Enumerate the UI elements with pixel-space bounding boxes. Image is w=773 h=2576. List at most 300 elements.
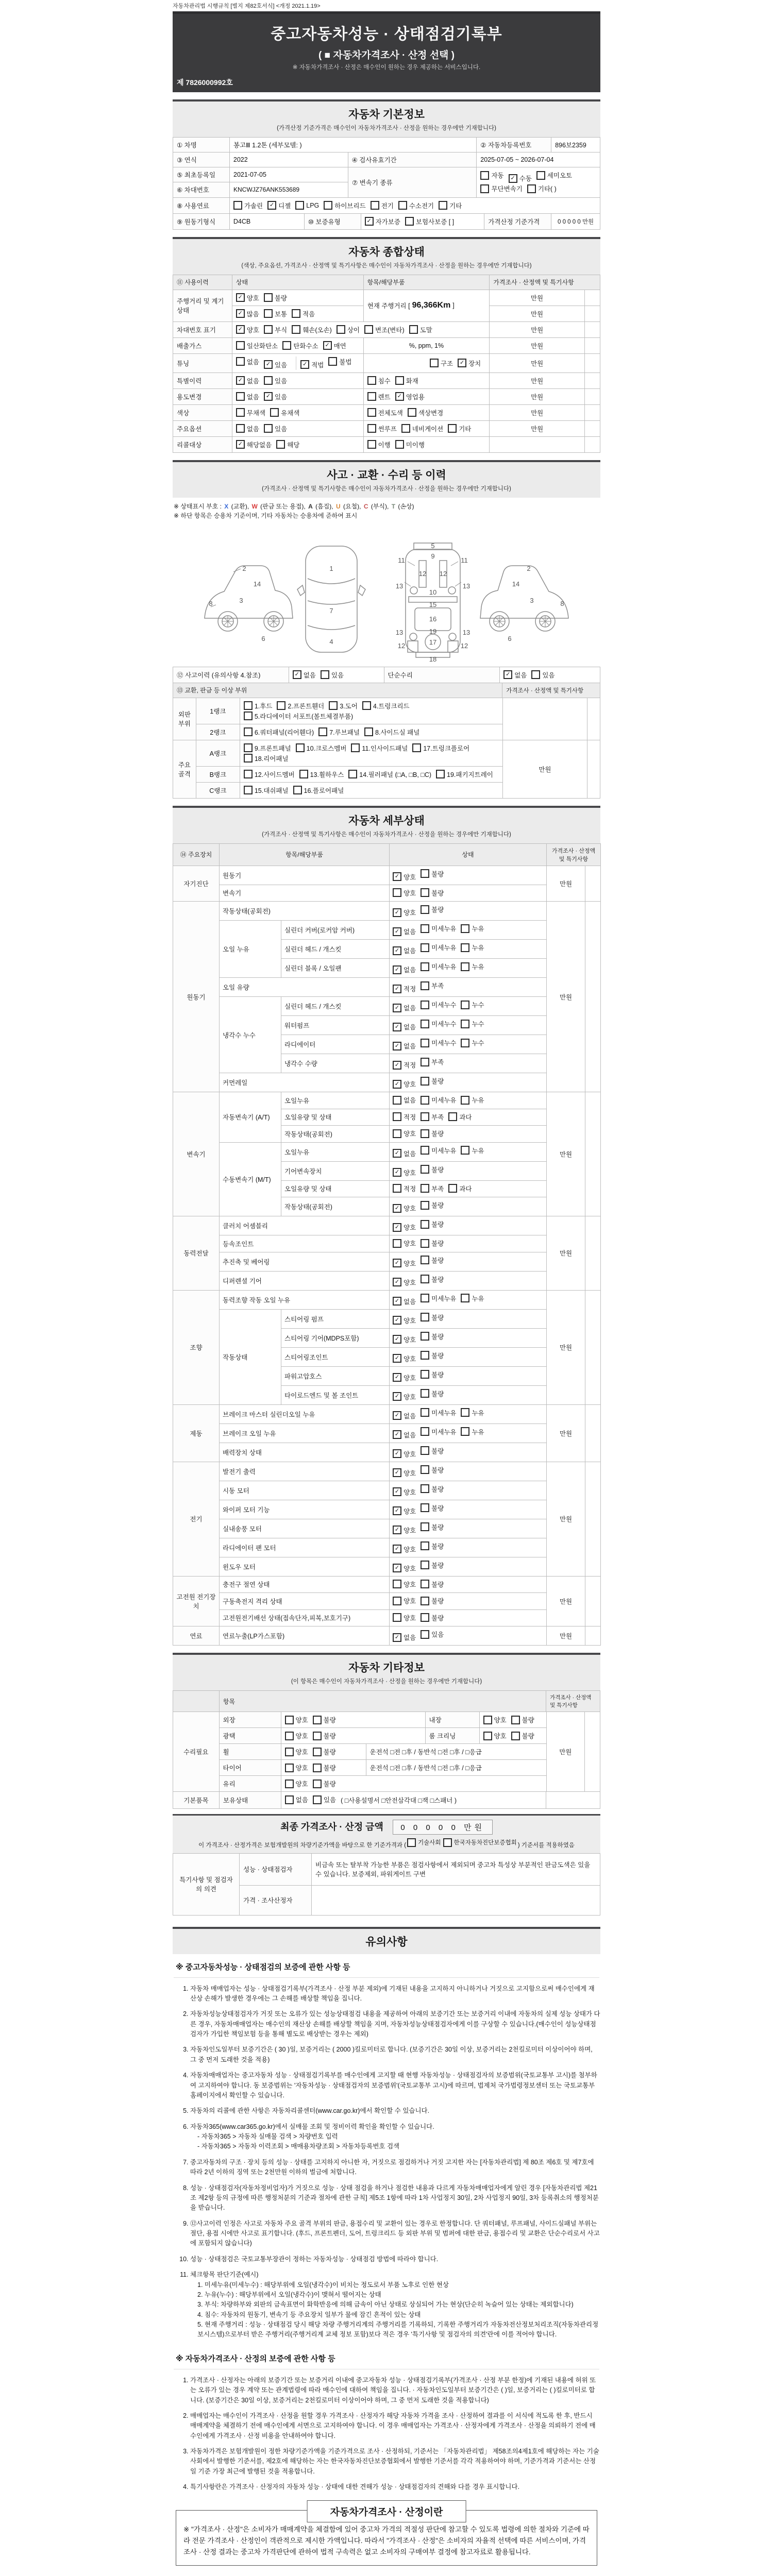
checkbox[interactable] — [461, 1020, 469, 1028]
checkbox[interactable] — [421, 1522, 429, 1531]
checkbox-label: 미이행 — [406, 441, 425, 449]
checkbox[interactable]: ✓ — [393, 1506, 401, 1515]
checkbox[interactable] — [421, 1001, 429, 1009]
checkbox-label: 미세누유 — [431, 1097, 457, 1104]
checkbox[interactable]: ✓ — [393, 965, 401, 974]
checkbox[interactable]: ✓ — [300, 360, 309, 369]
checkbox[interactable] — [367, 408, 376, 417]
checkbox[interactable] — [421, 1389, 429, 1398]
checkbox-option — [393, 946, 416, 955]
checkbox[interactable]: ✓ — [395, 392, 404, 401]
checkbox[interactable] — [480, 171, 489, 180]
checkbox[interactable] — [264, 293, 273, 302]
checkbox[interactable] — [285, 1716, 294, 1724]
checkbox-option — [439, 201, 462, 210]
checkbox[interactable] — [393, 888, 401, 897]
model-year: 2022 — [230, 152, 348, 167]
field-label: ③ 연식 — [173, 152, 230, 167]
checkbox[interactable] — [461, 1039, 469, 1047]
checkbox[interactable]: ✓ — [393, 1080, 401, 1089]
checkbox[interactable] — [324, 201, 332, 210]
price-cell: 만원 — [547, 1462, 585, 1576]
checkbox[interactable] — [270, 408, 279, 417]
checkbox[interactable] — [393, 1184, 401, 1193]
row-label: 주요옵션 — [173, 421, 232, 437]
checkbox[interactable] — [285, 1748, 294, 1756]
checkbox[interactable] — [371, 201, 379, 210]
table-header-row — [173, 275, 600, 290]
checkbox-option — [511, 1731, 534, 1740]
checkbox[interactable] — [421, 1484, 429, 1493]
checkbox[interactable]: ✓ — [393, 1168, 401, 1177]
checkbox-option — [408, 408, 443, 417]
checkbox[interactable] — [421, 981, 429, 990]
tuning-status — [232, 354, 364, 373]
checkbox[interactable] — [348, 770, 357, 778]
checkbox-label: 양호 — [246, 326, 260, 334]
checkbox[interactable]: ✓ — [393, 1278, 401, 1286]
checkbox[interactable] — [421, 1370, 429, 1379]
checkbox[interactable] — [421, 943, 429, 952]
checkbox[interactable] — [421, 1184, 429, 1193]
checkbox[interactable]: ✓ — [393, 1223, 401, 1232]
checkbox[interactable]: ✓ — [503, 670, 512, 679]
checkbox[interactable] — [421, 869, 429, 878]
checkbox[interactable] — [461, 943, 469, 952]
checkbox[interactable]: ✓ — [393, 1449, 401, 1458]
checkbox[interactable] — [244, 727, 253, 736]
checkbox[interactable] — [421, 1351, 429, 1360]
checkbox-label: 없음 — [404, 1412, 416, 1420]
checkbox[interactable] — [236, 357, 245, 366]
checkbox-label: 부족 — [431, 982, 444, 990]
row-label: 타이어 — [220, 1760, 281, 1776]
checkbox[interactable] — [421, 1408, 429, 1417]
checkbox[interactable] — [421, 1427, 429, 1436]
checkbox[interactable]: ✓ — [236, 376, 245, 385]
checkbox-label: 양호 — [404, 1279, 416, 1286]
price-cell: 만원 — [490, 338, 585, 354]
checkbox[interactable] — [531, 670, 540, 679]
checkbox-option — [421, 1019, 456, 1028]
checkbox[interactable] — [367, 440, 376, 449]
checkbox-option — [393, 965, 416, 974]
checkbox[interactable] — [293, 786, 302, 794]
checkbox-label: 전기 — [381, 202, 394, 210]
checkbox[interactable] — [421, 1112, 429, 1121]
detail-row — [173, 1481, 601, 1500]
checkbox[interactable] — [328, 357, 337, 366]
checkbox[interactable] — [364, 727, 373, 736]
checkbox[interactable] — [296, 743, 305, 752]
checkbox[interactable] — [285, 1780, 294, 1788]
checkbox[interactable] — [448, 1184, 457, 1193]
checkbox[interactable] — [421, 1039, 429, 1047]
checkbox-option — [393, 1041, 416, 1050]
checkbox[interactable] — [421, 1220, 429, 1229]
notice-item: 2. 자동차성능상태점검자가 거짓 또는 오류가 있는 성능상태점검 내용을 제공하여 아래의 보증기간 또는 보증거리 이내에 자동차의 실제 성능 상태가 다른 경우, 자동차매매업자는 매수인의 재산상 손해를 배상할 책임을 지며, 자동차성능상태점검자에게 이를 구상할 수 있습니다.(매수인이 성능상태점검자가 가입한 책임보험 등을 통해 별도로 배상받는 경우는 제외) — [190, 2009, 600, 2039]
checkbox[interactable] — [421, 1165, 429, 1174]
checkbox[interactable] — [313, 1764, 322, 1772]
checkbox[interactable] — [421, 1313, 429, 1321]
document-note: ※ 자동차가격조사 · 산정은 매수인이 원하는 경우 제공하는 서비스입니다. — [292, 64, 481, 71]
checkbox[interactable]: ✓ — [393, 1149, 401, 1158]
checkbox[interactable]: ✓ — [393, 872, 401, 881]
checkbox-label: 없음 — [404, 1005, 416, 1012]
checkbox[interactable] — [448, 424, 457, 433]
emission-values: %, ppm, 1% — [364, 338, 490, 354]
checkbox[interactable] — [398, 201, 407, 210]
checkbox-option — [313, 1747, 336, 1756]
checkbox[interactable] — [421, 1129, 429, 1138]
checkbox-option — [328, 357, 351, 366]
checkbox[interactable]: ✓ — [458, 359, 466, 367]
basic-items-row — [173, 1792, 600, 1809]
checkbox[interactable] — [364, 325, 373, 334]
checkbox-option — [293, 670, 316, 680]
checkbox[interactable]: ✓ — [509, 174, 517, 183]
checkbox[interactable]: ✓ — [393, 1061, 401, 1070]
svg-text:2: 2 — [527, 564, 531, 572]
item-sublabel: 오일유량 및 상태 — [281, 1109, 390, 1126]
detail-row — [173, 1073, 601, 1092]
checkbox[interactable] — [362, 701, 371, 710]
checkbox[interactable] — [244, 754, 253, 762]
item-label: 커먼레일 — [220, 1073, 390, 1092]
checkbox[interactable]: ✓ — [393, 1487, 401, 1496]
checkbox[interactable]: ✓ — [393, 1564, 401, 1572]
checkbox[interactable]: ✓ — [393, 1354, 401, 1363]
checkbox[interactable]: ✓ — [393, 927, 401, 936]
checkbox[interactable] — [439, 201, 447, 210]
document-number: 제 7826000992호 — [177, 78, 233, 87]
checkbox[interactable] — [313, 1780, 322, 1788]
row-label: 튜닝 — [173, 354, 232, 373]
checkbox-option — [436, 770, 493, 779]
checkbox-label: 양호 — [404, 1507, 416, 1515]
checkbox[interactable] — [511, 1716, 520, 1724]
checkbox[interactable] — [421, 1541, 429, 1550]
checkbox-option — [421, 1313, 444, 1322]
checkbox[interactable]: ✓ — [393, 1392, 401, 1401]
checkbox[interactable]: ✓ — [393, 1411, 401, 1420]
checkbox[interactable] — [421, 1058, 429, 1066]
checkbox[interactable]: ✓ — [393, 1042, 401, 1050]
checkbox[interactable] — [421, 1294, 429, 1302]
checkbox[interactable] — [367, 376, 376, 385]
checkbox[interactable]: ✓ — [323, 341, 332, 350]
checkbox[interactable] — [285, 1764, 294, 1772]
status-symbol-legend: ※ 상태표시 부호 : X (교환), W (판금 또는 용접), A (흠집), U (요철), C (부식), T (손상) — [174, 502, 414, 510]
checkbox[interactable] — [421, 1580, 429, 1588]
price-cell: 만원 — [547, 1092, 585, 1216]
checkbox[interactable]: ✓ — [393, 1259, 401, 1267]
vin-value: KNCWJZ76ANK553689 — [230, 182, 348, 197]
field-label: ⑤ 최초등록일 — [173, 167, 230, 182]
checkbox-label: 불량 — [431, 1166, 444, 1174]
options-row — [173, 421, 600, 437]
checkbox[interactable] — [244, 786, 253, 794]
checkbox[interactable] — [393, 1580, 401, 1588]
document-title: 중고자동차성능 · 상태점검기록부 — [271, 26, 502, 43]
checkbox[interactable] — [264, 309, 273, 318]
checkbox[interactable] — [461, 1146, 469, 1155]
checkbox-option — [458, 359, 481, 368]
section-heading: 유의사항 — [365, 1936, 408, 1948]
checkbox[interactable] — [367, 392, 376, 401]
checkbox[interactable] — [405, 217, 414, 226]
checkbox[interactable] — [421, 1146, 429, 1155]
checkbox-label: 미세누유 — [431, 1147, 457, 1155]
checkbox[interactable] — [264, 424, 273, 433]
checkbox-option — [421, 1000, 456, 1009]
checkbox[interactable] — [421, 1256, 429, 1264]
checkbox[interactable] — [421, 1275, 429, 1283]
checkbox[interactable] — [285, 1732, 294, 1740]
checkbox-label: 미세누유 — [431, 1409, 457, 1417]
checkbox[interactable] — [448, 1112, 457, 1121]
checkbox[interactable] — [461, 1096, 469, 1105]
checkbox[interactable] — [351, 743, 360, 752]
info-box-title: 자동차가격조사 · 산정이란 — [307, 2500, 466, 2522]
checkbox[interactable]: ✓ — [236, 440, 245, 449]
checkbox[interactable] — [430, 359, 439, 367]
item-sublabel: 실린더 커버(로커암 커버) — [281, 921, 390, 940]
checkbox[interactable] — [244, 743, 253, 752]
checkbox[interactable] — [393, 1239, 401, 1248]
checkbox-label: 불량 — [323, 1765, 336, 1772]
svg-text:13: 13 — [395, 628, 404, 636]
checkbox[interactable] — [421, 1077, 429, 1086]
checkbox-label: 8.사이드실 패널 — [375, 728, 420, 736]
checkbox-label: 훼손(오손) — [303, 326, 332, 334]
checkbox-label: 3.도어 — [340, 702, 358, 710]
checkbox-label: 양호 — [404, 1336, 416, 1344]
checkbox-label: 누유 — [472, 1147, 484, 1155]
detail-row — [173, 1538, 601, 1557]
status-cell — [390, 1054, 547, 1073]
checkbox[interactable]: ✓ — [393, 985, 401, 993]
checkbox[interactable] — [367, 424, 376, 433]
checkbox-option — [393, 1564, 416, 1573]
checkbox[interactable] — [421, 888, 429, 897]
checkbox[interactable] — [264, 325, 273, 334]
checkbox-label: 적정 — [404, 1113, 416, 1121]
checkbox[interactable] — [483, 1716, 492, 1724]
checkbox-option — [461, 943, 484, 952]
checkbox[interactable]: ✓ — [393, 946, 401, 955]
checkbox[interactable] — [318, 727, 327, 736]
notice-title-1: ※ 중고자동차성능 · 상태점검의 보증에 관한 사항 등 — [174, 1954, 599, 1978]
checkbox[interactable] — [337, 325, 345, 334]
checkbox[interactable] — [313, 1795, 322, 1804]
checkbox-option — [421, 1503, 444, 1513]
checkbox[interactable]: ✓ — [393, 1023, 401, 1031]
checkbox[interactable]: ✓ — [267, 201, 276, 210]
status-cell — [390, 1519, 547, 1538]
checkbox[interactable] — [443, 1838, 452, 1847]
checkbox[interactable]: ✓ — [393, 1297, 401, 1306]
checkbox[interactable] — [313, 1716, 322, 1724]
checkbox-option — [393, 1297, 416, 1306]
checkbox[interactable] — [321, 670, 329, 679]
status-symbol: W — [251, 502, 258, 510]
checkbox-option — [421, 1057, 444, 1066]
checkbox[interactable] — [421, 1465, 429, 1474]
checkbox[interactable]: ✓ — [236, 325, 245, 334]
checkbox[interactable] — [236, 424, 245, 433]
checkbox[interactable] — [421, 1239, 429, 1248]
checkbox[interactable]: ✓ — [393, 1004, 401, 1012]
checkbox[interactable] — [536, 171, 545, 180]
checkbox[interactable]: ✓ — [236, 309, 245, 318]
checkbox[interactable] — [409, 325, 418, 334]
checkbox[interactable] — [461, 1001, 469, 1009]
checkbox[interactable] — [421, 1630, 429, 1639]
checkbox-option — [393, 1022, 416, 1031]
checkbox[interactable] — [276, 440, 285, 449]
checkbox[interactable]: ✓ — [264, 360, 273, 369]
notes-cell — [585, 437, 600, 453]
section-subheading: (색상, 주요옵션, 가격조사 · 산정액 및 특기사항은 매수인이 자동차가격조사 · 산정을 원하는 경우에만 기재합니다) — [241, 262, 532, 269]
checkbox-label: 불량 — [431, 870, 444, 878]
checkbox[interactable]: ✓ — [393, 1373, 401, 1382]
field-label: ⑥ 차대번호 — [173, 182, 230, 197]
checkbox[interactable] — [393, 1129, 401, 1138]
checkbox[interactable] — [461, 1408, 469, 1417]
checkbox-label: 미세누유 — [431, 963, 457, 971]
col-header: ⑬ 교환, 판금 등 이상 부위 — [173, 683, 502, 698]
checkbox[interactable] — [393, 1112, 401, 1121]
checkbox[interactable] — [395, 376, 404, 385]
checkbox[interactable]: ✓ — [365, 217, 374, 226]
notes-cell — [585, 1290, 601, 1404]
checkbox[interactable] — [244, 701, 253, 710]
checkbox-label: 누유 — [472, 1428, 484, 1436]
checkbox[interactable] — [393, 1096, 401, 1105]
checkbox[interactable] — [282, 341, 291, 350]
checkbox[interactable] — [421, 905, 429, 914]
checkbox[interactable] — [407, 1838, 416, 1847]
checkbox[interactable] — [421, 1020, 429, 1028]
checkbox[interactable] — [236, 408, 245, 417]
simple-repair-status — [500, 667, 600, 683]
checkbox[interactable] — [461, 1294, 469, 1302]
checkbox[interactable] — [244, 770, 253, 778]
checkbox[interactable] — [285, 1795, 294, 1804]
checkbox[interactable] — [421, 1597, 429, 1605]
checkbox[interactable] — [233, 201, 242, 210]
detail-row — [173, 1216, 601, 1235]
checkbox[interactable] — [299, 770, 308, 778]
checkbox[interactable]: ✓ — [393, 1633, 401, 1642]
section-heading: 자동차 기본정보 — [348, 109, 425, 121]
checkbox-label: 불량 — [431, 1614, 444, 1622]
rankC-parts — [240, 783, 503, 799]
checkbox[interactable]: ✓ — [393, 1545, 401, 1553]
svg-text:14: 14 — [253, 580, 261, 588]
checkbox[interactable] — [277, 701, 285, 710]
price-cell: 만원 — [547, 866, 585, 902]
checkbox[interactable]: ✓ — [393, 1204, 401, 1213]
checkbox[interactable] — [421, 962, 429, 971]
checkbox[interactable] — [421, 924, 429, 933]
checkbox[interactable] — [408, 408, 416, 417]
checkbox[interactable]: ✓ — [393, 1335, 401, 1344]
checkbox-option — [393, 927, 416, 936]
checkbox[interactable] — [236, 341, 245, 350]
notes-cell — [585, 1462, 601, 1576]
svg-text:4: 4 — [329, 637, 333, 646]
checkbox[interactable]: ✓ — [393, 1468, 401, 1477]
checkbox[interactable] — [483, 1732, 492, 1740]
checkbox[interactable] — [421, 1332, 429, 1341]
checkbox[interactable] — [527, 184, 536, 193]
checkbox[interactable] — [421, 1446, 429, 1455]
checkbox[interactable] — [412, 743, 421, 752]
checkbox-option — [264, 360, 287, 369]
price-cell — [503, 698, 587, 740]
checkbox[interactable]: ✓ — [236, 293, 245, 302]
checkbox[interactable]: ✓ — [393, 1316, 401, 1325]
checkbox[interactable] — [461, 924, 469, 933]
checkbox[interactable] — [295, 201, 304, 210]
checkbox[interactable] — [461, 1427, 469, 1436]
checkbox-option — [264, 424, 287, 433]
checkbox[interactable] — [511, 1732, 520, 1740]
checkbox-option — [282, 341, 318, 350]
checkbox-option — [461, 1408, 484, 1417]
checkbox[interactable] — [421, 1561, 429, 1569]
checkbox-label: 없음 — [404, 1150, 416, 1158]
checkbox[interactable] — [461, 962, 469, 971]
checkbox[interactable] — [244, 711, 253, 720]
checkbox[interactable] — [292, 309, 300, 318]
checkbox[interactable] — [393, 1597, 401, 1605]
checkbox[interactable]: ✓ — [393, 1526, 401, 1534]
checkbox[interactable] — [393, 1613, 401, 1622]
checkbox[interactable] — [421, 1503, 429, 1512]
checkbox-option — [236, 309, 259, 318]
checkbox[interactable] — [421, 1613, 429, 1622]
checkbox-label: 미세누유 — [431, 1428, 457, 1436]
checkbox[interactable] — [313, 1748, 322, 1756]
checkbox[interactable] — [236, 392, 245, 401]
checkbox[interactable] — [395, 440, 404, 449]
checkbox[interactable] — [264, 376, 273, 385]
table-row — [173, 152, 600, 167]
checkbox[interactable]: ✓ — [393, 1430, 401, 1439]
checkbox-option — [393, 1430, 416, 1439]
status-cell — [390, 1016, 547, 1035]
checkbox[interactable]: ✓ — [264, 392, 273, 401]
checkbox[interactable] — [436, 770, 445, 778]
checkbox[interactable] — [313, 1732, 322, 1740]
checkbox[interactable]: ✓ — [393, 908, 401, 917]
checkbox[interactable] — [421, 1096, 429, 1105]
rankA-parts — [240, 740, 503, 767]
mileage-row-group — [173, 290, 600, 322]
checkbox[interactable] — [329, 701, 338, 710]
checkbox[interactable] — [480, 184, 489, 193]
checkbox-label: 변조(변타) — [375, 326, 405, 334]
checkbox-label: 많음 — [246, 310, 259, 318]
checkbox[interactable]: ✓ — [293, 670, 301, 679]
checkbox[interactable] — [421, 1201, 429, 1210]
checkbox[interactable] — [401, 424, 410, 433]
first-registration-date: 2021-07-05 — [230, 167, 348, 182]
checkbox[interactable] — [292, 325, 300, 334]
